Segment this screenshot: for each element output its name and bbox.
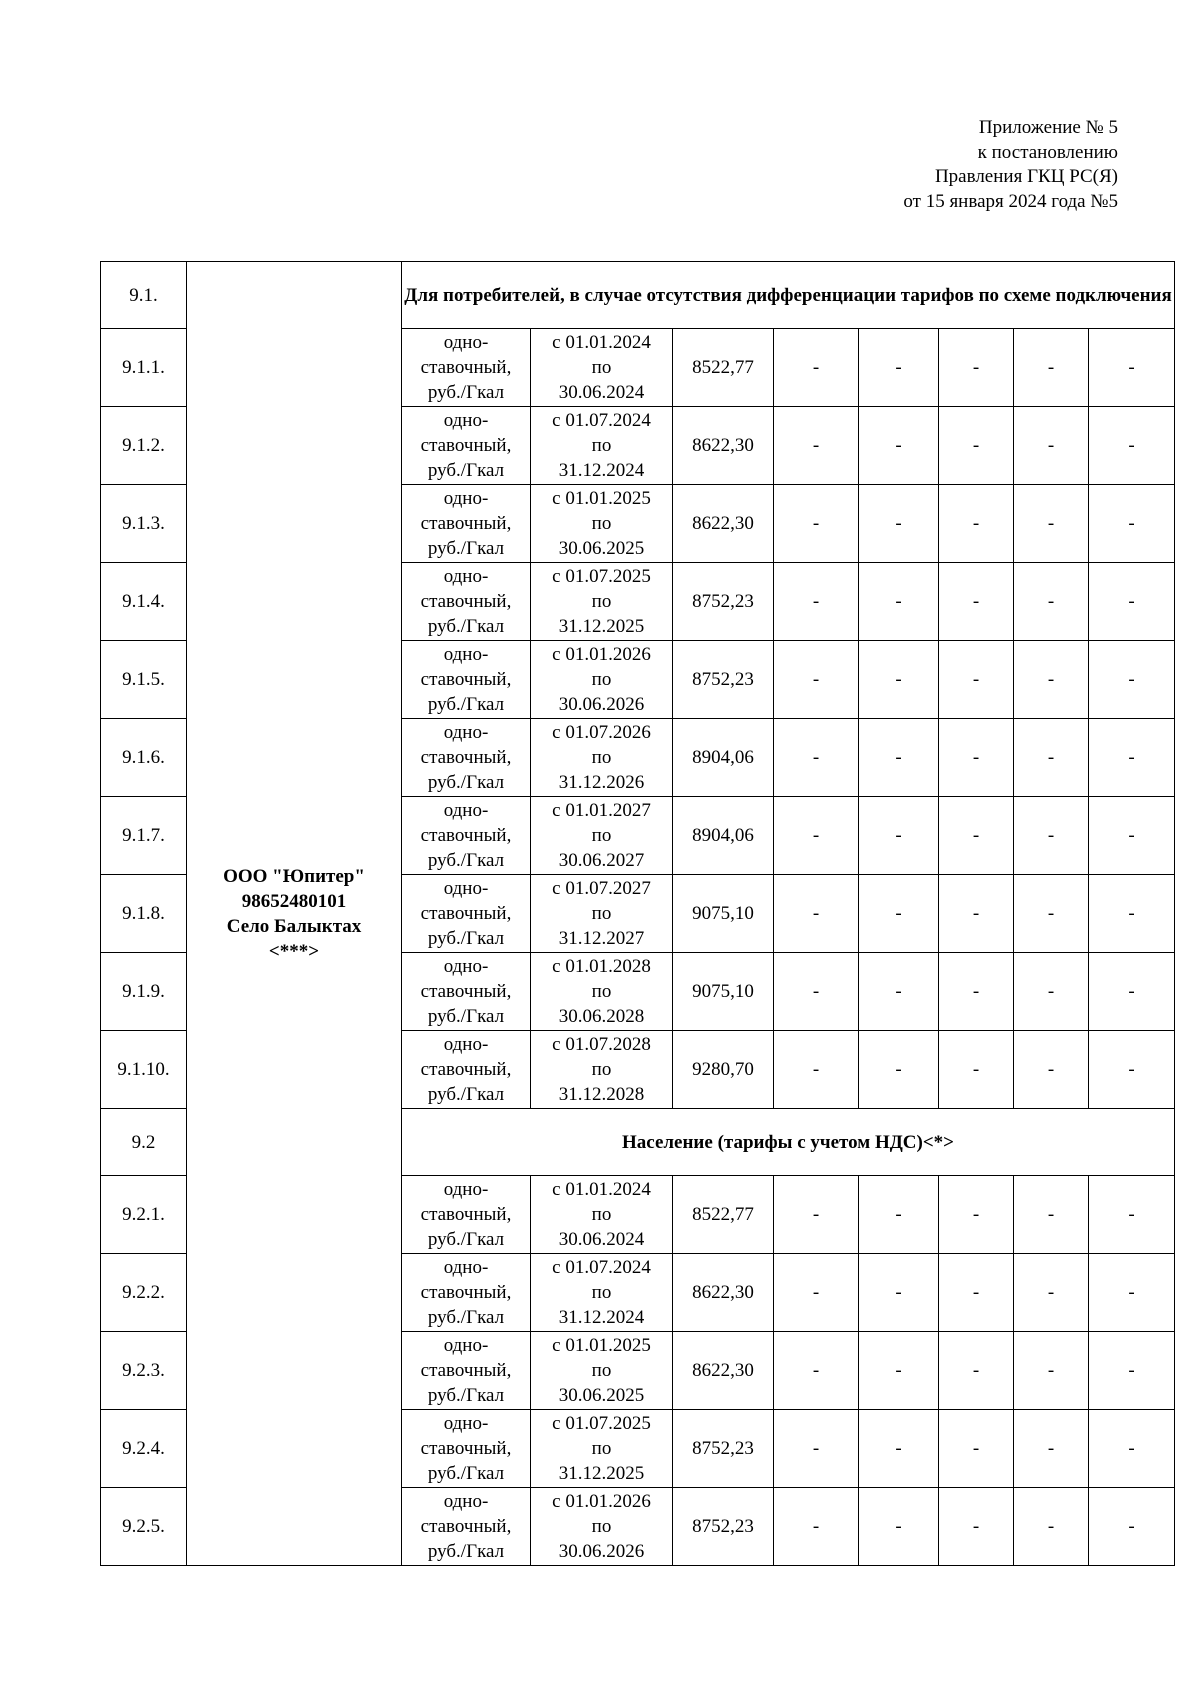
organization-inn: 98652480101 <box>241 890 347 912</box>
period-cell <box>531 875 673 953</box>
rate-type-line: руб./Гкал <box>427 1541 505 1562</box>
empty-value-dash: - <box>939 407 1014 485</box>
empty-value-dash: - <box>859 797 939 875</box>
period-to: 31.12.2024 <box>558 1307 645 1328</box>
section-title: Население (тарифы с учетом НДС)<*> <box>402 1109 1175 1176</box>
period-to-word: по <box>591 1516 612 1537</box>
tariff-value: 8752,23 <box>673 1410 774 1488</box>
empty-value-dash: - <box>1014 875 1089 953</box>
empty-value-dash: - <box>859 329 939 407</box>
empty-value-dash: - <box>1014 1031 1089 1109</box>
rate-type-line: ставочный, <box>420 357 512 378</box>
rate-type-line: руб./Гкал <box>427 850 505 871</box>
header-board-line: Правления ГКЦ РС(Я) <box>934 166 1118 187</box>
empty-value-dash: - <box>1089 641 1175 719</box>
empty-value-dash: - <box>859 1410 939 1488</box>
period-from: с 01.01.2028 <box>552 956 651 977</box>
rate-type-line: одно- <box>443 1335 489 1356</box>
period-from: с 01.07.2026 <box>552 722 651 743</box>
empty-value-dash: - <box>859 485 939 563</box>
row-number: 9.1.4. <box>101 563 187 641</box>
row-number: 9.1.5. <box>101 641 187 719</box>
period-cell <box>531 1176 673 1254</box>
empty-value-dash: - <box>939 563 1014 641</box>
period-to: 30.06.2024 <box>558 382 645 403</box>
empty-value-dash: - <box>1089 953 1175 1031</box>
period-cell <box>531 1488 673 1566</box>
section-header-row <box>101 262 1175 329</box>
empty-value-dash: - <box>1089 1332 1175 1410</box>
period-to-word: по <box>591 669 612 690</box>
empty-value-dash: - <box>1014 953 1089 1031</box>
row-number: 9.1.1. <box>101 329 187 407</box>
row-number: 9.1.9. <box>101 953 187 1031</box>
tariff-value: 8622,30 <box>673 407 774 485</box>
row-number: 9.1.10. <box>101 1031 187 1109</box>
period-to: 30.06.2025 <box>558 1385 645 1406</box>
period-to-word: по <box>591 903 612 924</box>
rate-type-cell <box>402 1254 531 1332</box>
rate-type-line: руб./Гкал <box>427 772 505 793</box>
document-header <box>518 116 1118 214</box>
empty-value-dash: - <box>1089 563 1175 641</box>
rate-type-line: руб./Гкал <box>427 460 505 481</box>
empty-value-dash: - <box>939 1176 1014 1254</box>
rate-type-line: одно- <box>443 1179 489 1200</box>
empty-value-dash: - <box>774 1410 859 1488</box>
tariff-value: 8904,06 <box>673 797 774 875</box>
empty-value-dash: - <box>774 1176 859 1254</box>
empty-value-dash: - <box>859 641 939 719</box>
rate-type-line: ставочный, <box>420 903 512 924</box>
period-to-word: по <box>591 1360 612 1381</box>
empty-value-dash: - <box>1089 485 1175 563</box>
empty-value-dash: - <box>1089 719 1175 797</box>
empty-value-dash: - <box>939 953 1014 1031</box>
rate-type-cell <box>402 875 531 953</box>
rate-type-line: руб./Гкал <box>427 694 505 715</box>
empty-value-dash: - <box>774 407 859 485</box>
period-from: с 01.07.2024 <box>552 1257 651 1278</box>
period-to: 30.06.2026 <box>558 1541 645 1562</box>
organization-name: ООО "Юпитер" <box>223 865 365 887</box>
row-number: 9.2.1. <box>101 1176 187 1254</box>
period-from: с 01.07.2024 <box>552 410 651 431</box>
rate-type-line: ставочный, <box>420 513 512 534</box>
period-to-word: по <box>591 1438 612 1459</box>
empty-value-dash: - <box>1014 719 1089 797</box>
period-to-word: по <box>591 435 612 456</box>
empty-value-dash: - <box>859 1488 939 1566</box>
empty-value-dash: - <box>1014 1176 1089 1254</box>
tariff-value: 8752,23 <box>673 641 774 719</box>
rate-type-line: ставочный, <box>420 435 512 456</box>
period-to-word: по <box>591 591 612 612</box>
period-to: 31.12.2026 <box>558 772 645 793</box>
empty-value-dash: - <box>774 875 859 953</box>
rate-type-line: ставочный, <box>420 1282 512 1303</box>
rate-type-line: одно- <box>443 644 489 665</box>
rate-type-line: одно- <box>443 488 489 509</box>
row-number: 9.1.2. <box>101 407 187 485</box>
empty-value-dash: - <box>859 407 939 485</box>
rate-type-line: одно- <box>443 722 489 743</box>
section-title: Для потребителей, в случае отсутствия дифференциации тарифов по схеме подключения <box>402 262 1175 329</box>
section-number: 9.2 <box>101 1109 187 1176</box>
rate-type-line: ставочный, <box>420 1360 512 1381</box>
empty-value-dash: - <box>1014 1254 1089 1332</box>
empty-value-dash: - <box>939 329 1014 407</box>
rate-type-line: ставочный, <box>420 1059 512 1080</box>
row-number: 9.2.2. <box>101 1254 187 1332</box>
empty-value-dash: - <box>939 1488 1014 1566</box>
tariff-value: 8622,30 <box>673 485 774 563</box>
period-cell <box>531 953 673 1031</box>
empty-value-dash: - <box>939 641 1014 719</box>
empty-value-dash: - <box>774 1031 859 1109</box>
rate-type-line: руб./Гкал <box>427 616 505 637</box>
period-to: 31.12.2024 <box>558 460 645 481</box>
period-from: с 01.07.2028 <box>552 1034 651 1055</box>
period-cell <box>531 329 673 407</box>
empty-value-dash: - <box>1089 875 1175 953</box>
rate-type-cell <box>402 563 531 641</box>
rate-type-cell <box>402 719 531 797</box>
period-to: 30.06.2028 <box>558 1006 645 1027</box>
row-number: 9.1.7. <box>101 797 187 875</box>
period-to: 30.06.2026 <box>558 694 645 715</box>
rate-type-line: руб./Гкал <box>427 1229 505 1250</box>
empty-value-dash: - <box>1089 1488 1175 1566</box>
rate-type-line: одно- <box>443 1413 489 1434</box>
rate-type-cell <box>402 953 531 1031</box>
period-from: с 01.07.2027 <box>552 878 651 899</box>
empty-value-dash: - <box>1014 641 1089 719</box>
period-to: 30.06.2025 <box>558 538 645 559</box>
period-cell <box>531 1410 673 1488</box>
empty-value-dash: - <box>1014 407 1089 485</box>
tariff-value: 9075,10 <box>673 953 774 1031</box>
rate-type-cell <box>402 1332 531 1410</box>
period-to-word: по <box>591 1282 612 1303</box>
empty-value-dash: - <box>939 719 1014 797</box>
period-from: с 01.01.2026 <box>552 1491 651 1512</box>
rate-type-line: руб./Гкал <box>427 1084 505 1105</box>
period-to-word: по <box>591 513 612 534</box>
rate-type-line: руб./Гкал <box>427 1385 505 1406</box>
empty-value-dash: - <box>939 797 1014 875</box>
tariff-value: 8622,30 <box>673 1254 774 1332</box>
period-from: с 01.01.2027 <box>552 800 651 821</box>
period-to-word: по <box>591 825 612 846</box>
empty-value-dash: - <box>774 329 859 407</box>
empty-value-dash: - <box>774 563 859 641</box>
rate-type-line: ставочный, <box>420 981 512 1002</box>
period-to-word: по <box>591 357 612 378</box>
row-number: 9.2.4. <box>101 1410 187 1488</box>
empty-value-dash: - <box>774 953 859 1031</box>
rate-type-line: одно- <box>443 332 489 353</box>
empty-value-dash: - <box>859 719 939 797</box>
section-number: 9.1. <box>101 262 187 329</box>
period-cell <box>531 719 673 797</box>
tariff-table-body <box>101 262 1175 1566</box>
tariff-value: 8522,77 <box>673 329 774 407</box>
period-to: 31.12.2028 <box>558 1084 645 1105</box>
period-cell <box>531 797 673 875</box>
rate-type-line: руб./Гкал <box>427 1463 505 1484</box>
empty-value-dash: - <box>859 563 939 641</box>
empty-value-dash: - <box>774 719 859 797</box>
rate-type-line: руб./Гкал <box>427 928 505 949</box>
row-number: 9.1.6. <box>101 719 187 797</box>
rate-type-line: одно- <box>443 1491 489 1512</box>
period-to-word: по <box>591 981 612 1002</box>
rate-type-cell <box>402 1176 531 1254</box>
header-resolution-line: к постановлению <box>977 141 1118 163</box>
tariff-table <box>100 261 1175 1566</box>
empty-value-dash: - <box>859 1031 939 1109</box>
row-number: 9.1.3. <box>101 485 187 563</box>
empty-value-dash: - <box>774 1254 859 1332</box>
row-number: 9.2.3. <box>101 1332 187 1410</box>
header-appendix-line: Приложение № 5 <box>978 117 1118 138</box>
period-to: 30.06.2024 <box>558 1229 645 1250</box>
rate-type-line: одно- <box>443 1034 489 1055</box>
rate-type-cell <box>402 1488 531 1566</box>
empty-value-dash: - <box>1014 329 1089 407</box>
rate-type-line: одно- <box>443 878 489 899</box>
period-from: с 01.01.2024 <box>552 332 651 353</box>
period-from: с 01.01.2025 <box>552 1335 651 1356</box>
rate-type-line: руб./Гкал <box>427 1006 505 1027</box>
period-cell <box>531 1332 673 1410</box>
period-to: 30.06.2027 <box>558 850 645 871</box>
empty-value-dash: - <box>1014 1332 1089 1410</box>
header-date-line: от 15 января 2024 года №5 <box>903 190 1118 212</box>
period-cell <box>531 407 673 485</box>
empty-value-dash: - <box>774 641 859 719</box>
tariff-value: 8904,06 <box>673 719 774 797</box>
empty-value-dash: - <box>1089 1410 1175 1488</box>
tariff-value: 9075,10 <box>673 875 774 953</box>
period-to-word: по <box>591 747 612 768</box>
empty-value-dash: - <box>859 875 939 953</box>
empty-value-dash: - <box>1089 1254 1175 1332</box>
rate-type-cell <box>402 485 531 563</box>
empty-value-dash: - <box>939 485 1014 563</box>
rate-type-line: одно- <box>443 800 489 821</box>
organization-note: <***> <box>268 940 320 962</box>
empty-value-dash: - <box>939 1254 1014 1332</box>
empty-value-dash: - <box>859 953 939 1031</box>
empty-value-dash: - <box>939 1410 1014 1488</box>
tariff-value: 9280,70 <box>673 1031 774 1109</box>
rate-type-cell <box>402 1410 531 1488</box>
rate-type-line: ставочный, <box>420 1204 512 1225</box>
empty-value-dash: - <box>1089 797 1175 875</box>
period-from: с 01.01.2026 <box>552 644 651 665</box>
rate-type-cell <box>402 407 531 485</box>
empty-value-dash: - <box>774 797 859 875</box>
period-cell <box>531 485 673 563</box>
tariff-value: 8622,30 <box>673 1332 774 1410</box>
period-from: с 01.07.2025 <box>552 1413 651 1434</box>
period-to: 31.12.2025 <box>558 616 645 637</box>
empty-value-dash: - <box>1089 1031 1175 1109</box>
rate-type-line: руб./Гкал <box>427 538 505 559</box>
rate-type-line: ставочный, <box>420 591 512 612</box>
rate-type-line: ставочный, <box>420 747 512 768</box>
empty-value-dash: - <box>859 1254 939 1332</box>
rate-type-cell <box>402 797 531 875</box>
empty-value-dash: - <box>939 1031 1014 1109</box>
rate-type-line: руб./Гкал <box>427 1307 505 1328</box>
empty-value-dash: - <box>774 1488 859 1566</box>
organization-location: Село Балыктах <box>226 915 362 937</box>
empty-value-dash: - <box>1014 1488 1089 1566</box>
period-to-word: по <box>591 1059 612 1080</box>
row-number: 9.2.5. <box>101 1488 187 1566</box>
empty-value-dash: - <box>1089 1176 1175 1254</box>
tariff-value: 8752,23 <box>673 563 774 641</box>
period-from: с 01.01.2024 <box>552 1179 651 1200</box>
empty-value-dash: - <box>1014 1410 1089 1488</box>
tariff-value: 8752,23 <box>673 1488 774 1566</box>
empty-value-dash: - <box>1089 407 1175 485</box>
period-cell <box>531 563 673 641</box>
period-cell <box>531 1254 673 1332</box>
empty-value-dash: - <box>1089 329 1175 407</box>
empty-value-dash: - <box>1014 797 1089 875</box>
empty-value-dash: - <box>859 1332 939 1410</box>
rate-type-line: ставочный, <box>420 1438 512 1459</box>
rate-type-line: руб./Гкал <box>427 382 505 403</box>
rate-type-line: ставочный, <box>420 825 512 846</box>
period-from: с 01.07.2025 <box>552 566 651 587</box>
period-to: 31.12.2027 <box>558 928 645 949</box>
organization-cell <box>187 262 402 1566</box>
empty-value-dash: - <box>1014 563 1089 641</box>
period-cell <box>531 1031 673 1109</box>
rate-type-line: одно- <box>443 1257 489 1278</box>
period-cell <box>531 641 673 719</box>
tariff-value: 8522,77 <box>673 1176 774 1254</box>
rate-type-line: одно- <box>443 956 489 977</box>
rate-type-line: ставочный, <box>420 669 512 690</box>
rate-type-line: одно- <box>443 566 489 587</box>
empty-value-dash: - <box>774 1332 859 1410</box>
empty-value-dash: - <box>1014 485 1089 563</box>
empty-value-dash: - <box>939 875 1014 953</box>
empty-value-dash: - <box>774 485 859 563</box>
period-from: с 01.01.2025 <box>552 488 651 509</box>
period-to-word: по <box>591 1204 612 1225</box>
empty-value-dash: - <box>859 1176 939 1254</box>
rate-type-cell <box>402 1031 531 1109</box>
row-number: 9.1.8. <box>101 875 187 953</box>
empty-value-dash: - <box>939 1332 1014 1410</box>
rate-type-cell <box>402 329 531 407</box>
rate-type-line: ставочный, <box>420 1516 512 1537</box>
rate-type-line: одно- <box>443 410 489 431</box>
period-to: 31.12.2025 <box>558 1463 645 1484</box>
rate-type-cell <box>402 641 531 719</box>
